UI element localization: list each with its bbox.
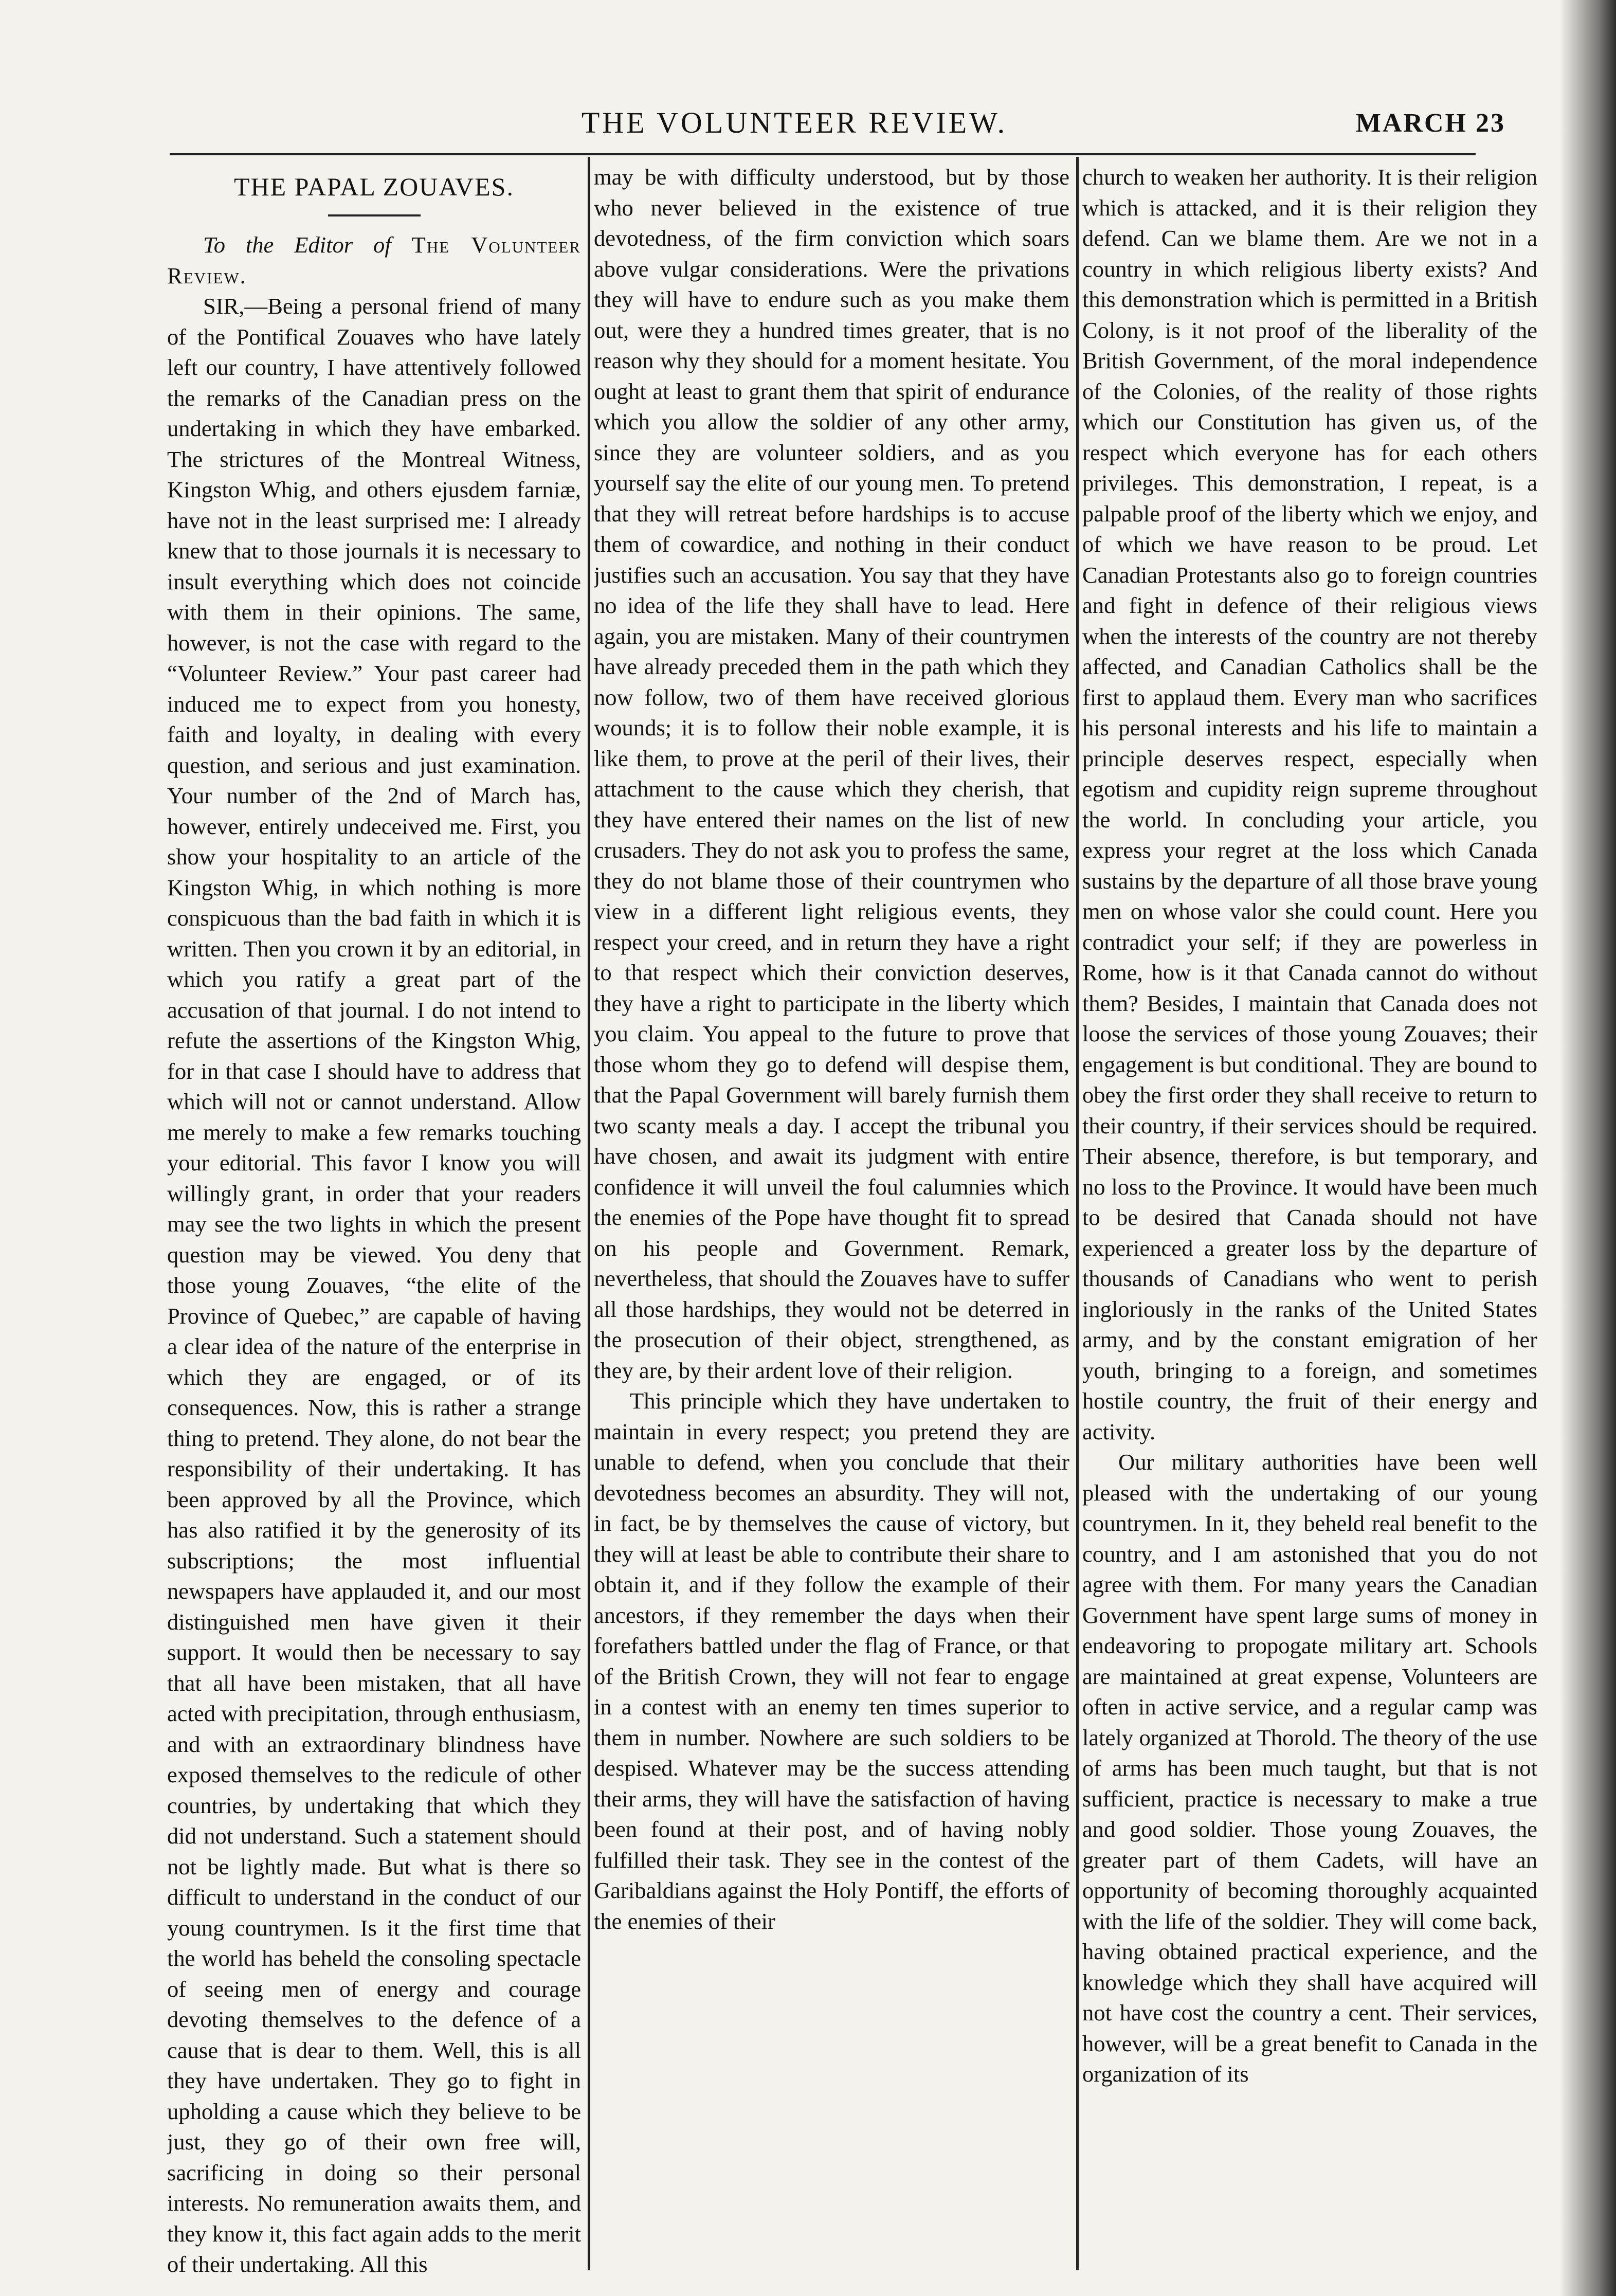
column-2-paragraph-2: This principle which they have undertaken to maintain in every respect; you pretend they are unable to defend, when you conclude that their devotedness becomes an absurdity. They will not, in fact, be by themselves the cause of victory, but they will at least be able to contribute their share to obtain it, and if they follow the example of their ancestors, if they remember the days when their forefathers battled under the flag of France, or that of the British Crown, they will not fear to engage in a contest with an enemy ten times superior to them in number. Nowhere are such soldiers to be despised. Whatever may be the success attending their arms, they will have the satisfaction of having been found at their post, and of having nobly fulfilled their task. They see in the contest of the Garibaldians against the Holy Pontiff, the efforts of the enemies of their — [594, 1388, 1069, 1934]
page-edge-shadow — [1559, 0, 1616, 2296]
column-1 — [167, 162, 581, 2281]
column-divider-1 — [588, 157, 590, 2270]
salutation-prefix: To the Editor of — [203, 232, 391, 258]
column-3-paragraph-1: church to weaken her authority. It is their religion which is attacked, and it is their religion they defend. Can we blame them. Are we not in a country in which religious liberty exists? And this demonstration which is permitted in a British Colony, is it not proof of the liberality of the British Government, of the moral independence of the Colonies, of the reality of those rights which our Constitution has given us, of the respect which everyone has for each others privileges. This demonstration, I repeat, is a palpable proof of the liberty which we enjoy, and of which we have reason to be proud. Let Canadian Protestants also go to foreign countries and fight in defence of their religious views when the interests of the country are not thereby affected, and Canadian Catholics shall be the first to applaud them. Every man who sacrifices his personal interests and his life to maintain a principle deserves respect, especially when egotism and cupidity reign supreme throughout the world. In concluding your article, you express your regret at the loss which Canada sustains by the departure of all those brave young men on whose valor she could count. Here you contradict your self; if they are powerless in Rome, how is it that Canada cannot do without them? Besides, I maintain that Canada does not loose the services of those young Zouaves; their engagement is but conditional. They are bound to obey the first order they shall receive to return to their country, if their services should be required. Their absence, therefore, is but temporary, and no loss to the Province. It would have been much to be desired that Canada should not have experienced a greater loss by the departure of thousands of Canadians who went to perish ingloriously in the ranks of the United States army, and by the constant emigration of her youth, bringing to a foreign, and sometimes hostile country, the fruit of their energy and activity. — [1082, 164, 1537, 1444]
column-2-paragraph-1: may be with difficulty understood, but by those who never believed in the existence of true devotedness, of the firm conviction which soars above vulgar considerations. Were the privations they will have to endure such as you make them out, were they a hundred times greater, that is no reason why they should for a moment hesitate. You ought at least to grant them that spirit of endurance which you allow the soldier of any other army, since they are volunteer soldiers, and as you yourself say the elite of our young men. To pretend that they will retreat before hardships is to accuse them of cowardice, and nothing in their conduct justifies such an accusation. You say that they have no idea of the life they shall have to lead. Here again, you are mistaken. Many of their countrymen have already preceded them in the path which they now follow, two of them have received glorious wounds; it is to follow their noble example, it is like them, to prove at the peril of their lives, their attachment to the cause which they cherish, that they have entered their names on the list of new crusaders. They do not ask you to profess the same, they do not blame those of their countrymen who view in a different light religious events, they respect your creed, and in return they have a right to that respect which their conviction deserves, they have a right to participate in the liberty which you claim. You appeal to the future to prove that those whom they go to defend will despise them, that the Papal Government will barely furnish them two scanty meals a day. I accept the tribunal you have chosen, and await its judgment with entire confidence it will unveil the foul calumnies which the enemies of the Pope have thought fit to spread on his people and Government. Remark, nevertheless, that should the Zouaves have to suffer all those hardships, they would not be deterred in the prosecution of their object, strengthened, as they are, by their ardent love of their religion. — [594, 164, 1069, 1383]
salutation — [167, 230, 581, 291]
column-3-paragraph-2: Our military authorities have been well pleased with the undertaking of our young countrymen. In it, they beheld real benefit to the country, and I am astonished that you do not agree with them. For many years the Canadian Government have spent large sums of money in endeavoring to propogate military art. Schools are maintained at great expense, Volunteers are often in active service, and a regular camp was lately organized at Thorold. The theory of the use of arms has been much taught, but that is not sufficient, practice is necessary to make a true and good soldier. Those young Zouaves, the greater part of them Cadets, will have an opportunity of becoming thoroughly acquainted with the life of the soldier. They will come back, having obtained practical experience, and the knowledge which they shall have acquired will not have cost the country a cent. Their services, however, will be a great benefit to Canada in the organization of its — [1082, 1449, 1537, 2087]
column-3 — [1082, 162, 1537, 2281]
column-divider-2 — [1076, 157, 1079, 2270]
column-1-paragraph-1: SIR,—Being a personal friend of many of the Pontifical Zouaves who have lately left our country, I have attentively followed the remarks of the Canadian press on the undertaking in which they have embarked. The strictures of the Montreal Witness, Kingston Whig, and others ejusdem farniæ, have not in the least surprised me: I already knew that to those journals it is necessary to insult everything which does not coincide with them in their opinions. The same, however, is not the case with regard to the “Volunteer Review.” Your past career had induced me to expect from you honesty, faith and loyalty, in dealing with every question, and serious and just examination. Your number of the 2nd of March has, however, entirely undeceived me. First, you show your hospitality to an article of the Kingston Whig, in which nothing is more conspicuous than the bad faith in which it is written. Then you crown it by an editorial, in which you ratify a great part of the accusation of that journal. I do not intend to refute the assertions of the Kingston Whig, for in that case I should have to address that which will not or cannot understand. Allow me merely to make a few remarks touching your editorial. This favor I know you will willingly grant, in order that your readers may see the two lights in which the present question may be viewed. You deny that those young Zouaves, “the elite of the Province of Quebec,” are capable of having a clear idea of the nature of the enterprise in which they are engaged, or of its consequences. Now, this is rather a strange thing to pretend. They alone, do not bear the responsibility of their undertaking. It has been approved by all the Province, which has also ratified it by the generosity of its subscriptions; the most influential newspapers have applauded it, and our most distinguished men have given it their support. It would then be necessary to say that all have been mistaken, that all have acted with precipitation, through enthusiasm, and with an extraordinary blindness have exposed themselves to the redicule of other countries, by undertaking that which they did not understand. Such a statement should not be lightly made. But what is there so difficult to understand in the conduct of our young countrymen. Is it the first time that the world has beheld the consoling spectacle of seeing men of energy and courage devoting themselves to the defence of a cause that is dear to them. Well, this is all they have undertaken. They go to fight in upholding a cause which they believe to be just, they go of their own free will, sacrificing in doing so their personal interests. No remuneration awaits them, and they know it, this fact again adds to the merit of their undertaking. All this — [167, 293, 581, 2277]
masthead: THE VOLUNTEER REVIEW. — [581, 106, 1008, 139]
title-rule — [328, 214, 421, 216]
column-2 — [594, 162, 1069, 2281]
page-date-label: MARCH 23 — [1355, 109, 1505, 138]
header-rule — [170, 153, 1476, 155]
article-title: THE PAPAL ZOUAVES. — [234, 172, 514, 201]
salutation-publication: The Volunteer Review. — [167, 232, 581, 288]
